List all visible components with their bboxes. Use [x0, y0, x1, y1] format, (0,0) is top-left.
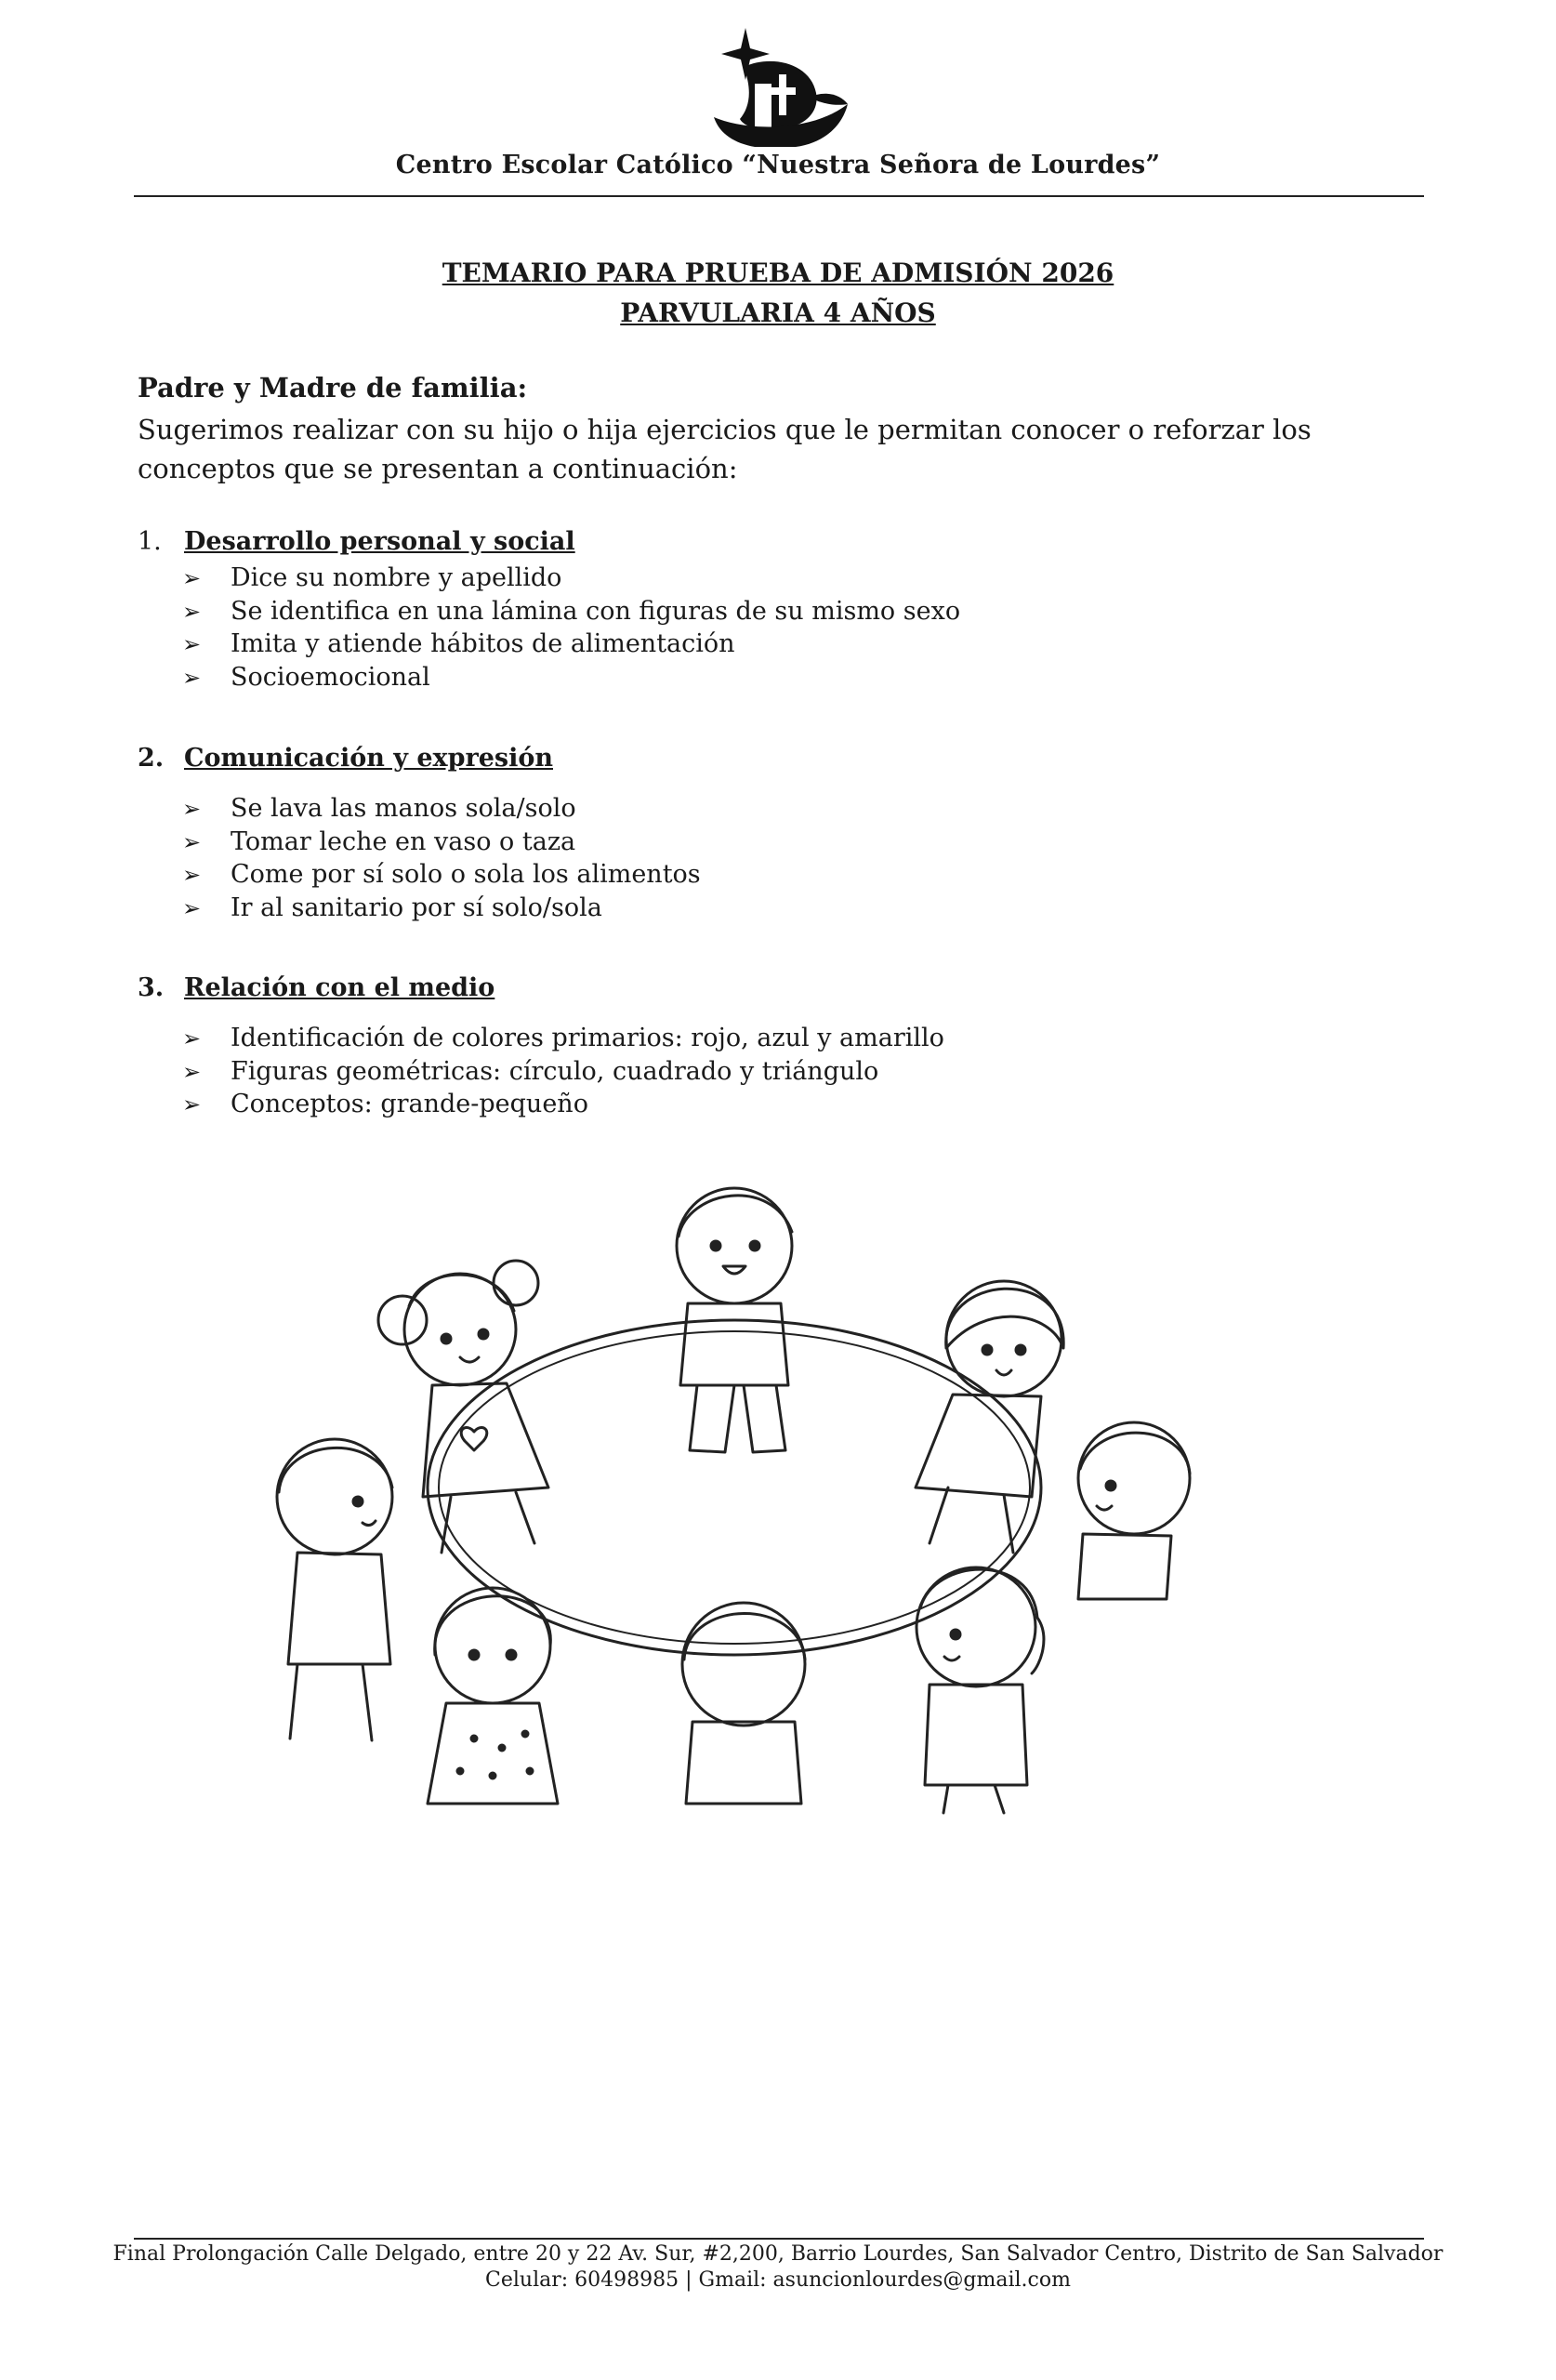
list-item — [182, 1022, 944, 1055]
section-number: 1. — [138, 527, 162, 556]
arrow-bullet-icon: ➢ — [182, 565, 202, 591]
greeting: Padre y Madre de familia: — [138, 372, 528, 403]
section-title: Comunicación y expresión — [184, 744, 553, 773]
list-item — [182, 628, 960, 661]
list-item — [182, 792, 701, 826]
list-item — [182, 892, 701, 925]
arrow-bullet-icon: ➢ — [182, 862, 202, 888]
intro-paragraph: Sugerimos realizar con su hijo o hija ejercicios que le permitan conocer o reforzar los conceptos que se presentan a continuación: — [138, 414, 1312, 484]
section-number: 2. — [138, 744, 165, 773]
list-item-text: Tomar leche en vaso o taza — [231, 826, 576, 856]
arrow-bullet-icon: ➢ — [182, 598, 202, 625]
list-item — [182, 1088, 944, 1121]
section-title: Desarrollo personal y social — [184, 527, 575, 556]
arrow-bullet-icon: ➢ — [182, 1091, 202, 1117]
arrow-bullet-icon: ➢ — [182, 796, 202, 822]
list-item — [182, 826, 701, 859]
header-divider — [134, 195, 1424, 197]
arrow-bullet-icon: ➢ — [182, 1058, 202, 1085]
list-item-text: Socioemocional — [231, 662, 430, 692]
list-item — [182, 562, 960, 595]
list-item — [182, 858, 701, 892]
list-item-text: Ir al sanitario por sí solo/sola — [231, 892, 602, 922]
section-1-list — [182, 562, 960, 694]
list-item — [182, 595, 960, 628]
list-item-text: Come por sí solo o sola los alimentos — [231, 860, 701, 889]
section-3-list — [182, 1022, 944, 1121]
footer-divider — [134, 2238, 1424, 2240]
list-item-text: Conceptos: grande-pequeño — [231, 1090, 588, 1118]
footer-contact: Celular: 60498985 | Gmail: asuncionlourdes@gmail.com — [485, 2268, 1071, 2292]
section-title: Relación con el medio — [184, 973, 495, 1002]
section-1-heading — [138, 527, 575, 556]
section-3-heading — [138, 973, 494, 1002]
list-item — [182, 1055, 944, 1089]
list-item-text: Imita y atiende hábitos de alimentación — [231, 629, 735, 658]
footer-address: Final Prolongación Calle Delgado, entre 20 y 22 Av. Sur, #2,200, Barrio Lourdes, San Salvador Centro, Distrito de San Salvador — [112, 2242, 1444, 2266]
section-2-list — [182, 792, 701, 924]
document-subtitle: PARVULARIA 4 AÑOS — [620, 298, 936, 328]
arrow-bullet-icon: ➢ — [182, 894, 202, 921]
arrow-bullet-icon: ➢ — [182, 828, 202, 855]
list-item-text: Identificación de colores primarios: rojo, azul y amarillo — [231, 1024, 944, 1052]
section-2-heading — [138, 744, 553, 773]
cross-boat-logo-icon — [706, 26, 855, 156]
document-title: TEMARIO PARA PRUEBA DE ADMISIÓN 2026 — [442, 258, 1114, 288]
arrow-bullet-icon: ➢ — [182, 664, 202, 691]
list-item-text: Figuras geométricas: círculo, cuadrado y triángulo — [231, 1056, 879, 1086]
list-item — [182, 661, 960, 694]
list-item-text: Dice su nombre y apellido — [231, 563, 562, 592]
list-item-text: Se lava las manos sola/solo — [231, 794, 576, 823]
children-holding-hands-circle-illustration — [270, 1181, 1199, 1822]
school-name: Centro Escolar Católico “Nuestra Señora de Lourdes” — [395, 151, 1161, 179]
section-number: 3. — [138, 973, 165, 1002]
arrow-bullet-icon: ➢ — [182, 1025, 202, 1051]
list-item-text: Se identifica en una lámina con figuras de su mismo sexo — [231, 596, 961, 626]
arrow-bullet-icon: ➢ — [182, 631, 202, 657]
